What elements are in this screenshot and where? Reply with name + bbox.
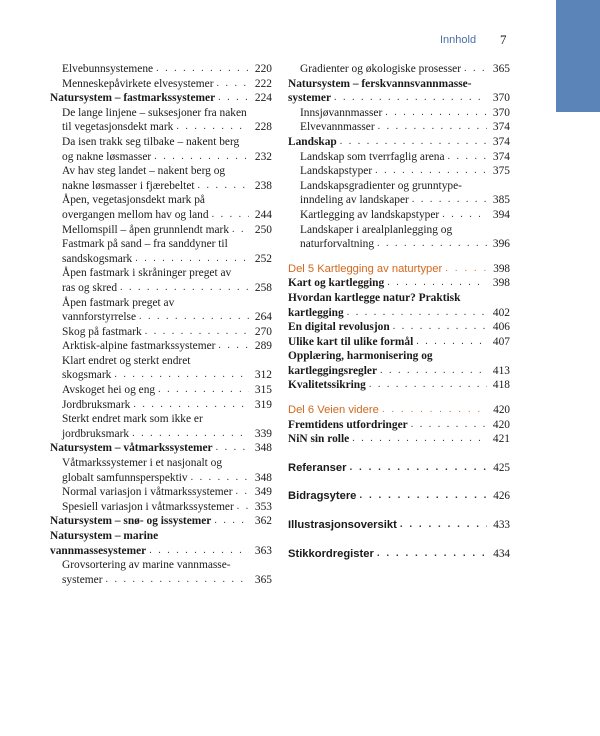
dot-leader [106,573,250,588]
toc-entry-title: Åpen, vegetasjonsdekt mark på [62,194,205,207]
toc-page-number: 244 [254,208,272,221]
toc-entry-title: Avskoget hei og eng [62,384,156,397]
dot-leader [120,281,249,296]
toc-entry[interactable] [288,518,510,533]
toc-entry[interactable] [50,500,272,515]
toc-entry-title: Da isen trakk seg tilbake – nakent berg [62,135,240,148]
toc-entry-title: systemer [62,573,103,586]
toc-entry-title: Innsjøvannmasser [300,106,383,119]
toc-page-number: 420 [492,418,510,431]
toc-entry-title: Klart endret og sterkt endret [62,354,191,367]
dot-leader [217,77,250,92]
dot-leader [352,432,487,447]
dot-leader [156,62,249,77]
toc-entry-title: Grovsortering av marine vannmasse- [62,559,231,572]
dot-leader [237,500,249,515]
dot-leader [198,179,249,194]
toc-entry-title: Landskap som tverrfaglig arena [300,150,445,163]
toc-entry-title: overgangen mellom hav og land [62,208,209,221]
toc-entry[interactable] [288,120,510,135]
toc-page-number: 365 [492,63,510,75]
toc-page-number: 398 [493,262,510,275]
toc-entry[interactable] [50,135,272,164]
dot-leader [448,150,487,165]
toc-page-number: 289 [254,340,272,353]
toc-page-number: 434 [493,547,510,560]
dot-leader [114,368,249,383]
toc-entry[interactable] [288,208,510,223]
toc-page-number: 224 [254,92,272,105]
toc-page-number: 421 [492,433,510,446]
dot-leader [214,514,249,529]
chapter-side-tab [556,0,600,112]
dot-leader [349,461,487,476]
toc-entry-title: inndeling av landskaper [300,194,409,207]
toc-entry-title: vannmassesystemer [50,544,147,557]
toc-entry[interactable] [50,558,272,587]
toc-entry[interactable] [288,320,510,335]
toc-page-number: 353 [254,500,272,513]
toc-entry-title: Mellomspill – åpen grunnlendt mark [62,223,230,236]
dot-leader [218,91,249,106]
toc-entry[interactable] [288,150,510,165]
toc-entry-title: Fastmark på sand – fra sanddyner til [62,238,228,251]
toc-entry[interactable] [50,193,272,222]
toc-entry-title: Stikkordregister [288,547,374,560]
toc-entry[interactable] [288,489,510,504]
toc-entry[interactable] [288,418,510,433]
toc-entry[interactable] [288,291,510,320]
toc-page-number: 385 [492,194,510,207]
dot-leader [133,398,249,413]
dot-leader [218,339,249,354]
toc-entry-title: Bidragsytere [288,490,357,503]
toc-entry-title: vannforstyrrelse [62,311,137,324]
dot-leader [382,403,487,418]
toc-entry-title: globalt samfunnsperspektiv [62,471,188,484]
dot-leader [464,62,487,77]
toc-page-number: 220 [254,63,272,75]
toc-entry-title: NiN sin rolle [288,433,350,446]
toc-entry[interactable] [50,77,272,92]
toc-entry-title: Referanser [288,461,347,474]
dot-leader [385,106,487,121]
toc-entry[interactable] [288,62,510,77]
dot-leader [232,223,249,238]
toc-page-number: 398 [492,277,510,290]
toc-entry-title: Ulike kart til ulike formål [288,335,414,348]
toc-entry-title: og nakne løsmasser [62,150,152,163]
toc-entry[interactable] [50,412,272,441]
toc-page-number: 319 [254,398,272,411]
toc-entry-title: Landskapsgradienter og grunntype- [300,179,462,192]
toc-entry[interactable] [288,262,510,277]
toc-entry-title: Normal variasjon i våtmarkssystemer [62,486,233,499]
toc-entry-title: kartlegging [288,306,344,319]
dot-leader [145,325,249,340]
toc-page-number: 349 [254,486,272,499]
dot-leader [359,489,487,504]
toc-page-number: 402 [492,306,510,319]
toc-page-number: 370 [492,92,510,105]
toc-entry-title: til vegetasjonsdekt mark [62,121,174,134]
toc-entry-title: jordbruksmark [62,427,130,440]
toc-entry-title: Kvalitetssikring [288,379,366,392]
dot-leader [149,544,249,559]
toc-entry[interactable] [288,223,510,252]
toc-entry-title: Natursystem – ferskvannsvannmasse- [288,77,472,90]
toc-page-number: 222 [254,77,272,90]
dot-leader [154,150,249,165]
toc-entry-title: Skog på fastmark [62,325,142,338]
toc-entry[interactable] [50,354,272,383]
toc-entry[interactable] [50,514,272,529]
toc-entry-title: Arktisk-alpine fastmarkssystemer [62,340,216,353]
toc-page-number: 420 [493,404,510,417]
toc-entry[interactable] [50,296,272,325]
dot-leader [375,164,487,179]
dot-leader [347,306,487,321]
dot-leader [445,262,487,277]
toc-entry-title: skogsmark [62,369,112,382]
toc-entry[interactable] [50,529,272,558]
toc-page-number: 250 [254,223,272,236]
toc-page-number: 315 [254,384,272,397]
toc-entry[interactable] [50,62,272,77]
toc-entry-title: Åpen fastmark i skråninger preget av [62,267,232,280]
toc-entry[interactable] [50,383,272,398]
toc-entry[interactable] [288,106,510,121]
toc-page-number: 228 [254,121,272,134]
toc-entry-title: Illustrasjonsoversikt [288,519,397,532]
dot-leader [236,485,250,500]
toc-entry[interactable] [288,403,510,418]
dot-leader [340,135,487,150]
toc-entry[interactable] [288,164,510,179]
toc-entry-title: Opplæring, harmonisering og [288,350,433,363]
toc-page-number: 425 [493,461,510,474]
toc-entry[interactable] [50,164,272,193]
toc-entry[interactable] [50,91,272,106]
toc-entry[interactable] [50,398,272,413]
toc-entry-title: Natursystem – marine [50,530,159,542]
toc-entry-title: kartleggingsregler [288,364,377,377]
toc-entry-title: Del 6 Veien videre [288,404,379,417]
dot-leader [176,120,249,135]
toc-entry-title: Sterkt endret mark som ikke er [62,413,203,426]
toc-entry-title: Elvebunnsystemene [62,63,154,75]
toc-entry-title: Hvordan kartlegge natur? Praktisk [288,291,461,304]
toc-entry[interactable] [50,339,272,354]
toc-entry-title: Av hav steg landet – nakent berg og [62,165,226,178]
toc-page-number: 396 [492,238,510,251]
toc-page-number: 426 [493,490,510,503]
toc-entry-title: Menneskepåvirkete elvesystemer [62,77,214,90]
toc-page-number: 413 [492,364,510,377]
toc-entry[interactable] [288,547,510,562]
dot-leader [191,471,249,486]
toc-page-number: 238 [254,179,272,192]
toc-entry[interactable] [288,461,510,476]
toc-right-column [288,62,510,561]
toc-entry[interactable] [288,432,510,447]
toc-entry[interactable] [288,349,510,378]
toc-entry-title: systemer [288,92,332,105]
toc-page-number: 363 [254,544,272,557]
toc-entry-title: Jordbruksmark [62,398,131,411]
dot-leader [158,383,249,398]
toc-entry-title: Gradienter og økologiske prosesser [300,63,462,75]
toc-entry[interactable] [50,266,272,295]
toc-entry[interactable] [288,77,510,106]
toc-entry-title: Kart og kartlegging [288,277,385,290]
toc-entry-title: Landskaper i arealplanlegging og [300,223,453,236]
toc-entry[interactable] [50,485,272,500]
toc-entry-title: De lange linjene – suksesjoner fra naken [62,106,247,119]
dot-leader [400,518,487,533]
toc-page-number: 370 [492,106,510,119]
dot-leader [139,310,249,325]
toc-page-number: 312 [254,369,272,382]
toc-page-number: 365 [254,573,272,586]
toc-page-number: 374 [492,135,510,148]
dot-leader [216,441,249,456]
toc-entry-title: Landskapstyper [300,165,373,178]
toc-page-number: 258 [254,281,272,294]
toc-entry-title: En digital revolusjon [288,321,390,334]
dot-leader [132,427,249,442]
toc-page-number: 394 [492,208,510,221]
toc-entry[interactable] [288,335,510,350]
dot-leader [378,120,487,135]
toc-page-number: 362 [254,515,272,528]
toc-page-number: 270 [254,325,272,338]
toc-entry[interactable] [50,237,272,266]
toc-page-number: 252 [254,252,272,265]
toc-page-number: 407 [492,335,510,348]
toc-page-number: 418 [492,379,510,392]
toc-entry-title: Fremtidens utfordringer [288,418,408,431]
toc-entry-title: Spesiell variasjon i våtmarkssystemer [62,500,234,513]
dot-leader [212,208,249,223]
dot-leader [334,91,487,106]
running-head: Innhold [440,34,477,46]
toc-entry-title: nakne løsmasser i fjærebeltet [62,179,195,192]
toc-entry[interactable] [288,179,510,208]
dot-leader [369,378,487,393]
dot-leader [393,320,487,335]
dot-leader [380,364,487,379]
toc-entry[interactable] [288,378,510,393]
toc-entry-title: sandskogsmark [62,252,133,265]
dot-leader [411,418,487,433]
toc-entry-title: Del 5 Kartlegging av naturtyper [288,262,443,275]
toc-entry-title: Natursystem – våtmarkssystemer [50,442,213,455]
toc-left-column [50,62,272,587]
page-number: 7 [500,32,507,47]
toc-entry[interactable] [50,106,272,135]
dot-leader [377,237,487,252]
toc-entry-title: Natursystem – fastmarkssystemer [50,92,216,105]
toc-entry-title: Landskap [288,135,337,148]
toc-entry[interactable] [50,456,272,485]
toc-page-number: 348 [254,442,272,455]
toc-page-number: 264 [254,311,272,324]
toc-entry-title: Elvevannmasser [300,121,375,134]
toc-entry-title: Natursystem – snø- og issystemer [50,515,212,528]
toc-page-number: 348 [254,471,272,484]
toc-entry[interactable] [288,276,510,291]
toc-entry[interactable] [288,135,510,150]
dot-leader [416,335,487,350]
dot-leader [135,252,249,267]
toc-entry[interactable] [50,441,272,456]
dot-leader [442,208,487,223]
toc-entry-title: ras og skred [62,281,118,294]
toc-page-number: 374 [492,121,510,134]
dot-leader [377,547,487,562]
toc-entry-title: naturforvaltning [300,238,375,251]
toc-entry-title: Våtmarkssystemer i et nasjonalt og [62,457,223,470]
dot-leader [387,276,487,291]
toc-page-number: 406 [492,321,510,334]
toc-entry[interactable] [50,223,272,238]
toc-page-number: 374 [492,150,510,163]
toc-entry-title: Åpen fastmark preget av [62,296,175,309]
toc-page-number: 433 [493,519,510,532]
toc-page-number: 339 [254,427,272,440]
toc-entry-title: Kartlegging av landskapstyper [300,208,440,221]
toc-page-number: 375 [492,165,510,178]
toc-entry[interactable] [50,325,272,340]
toc-page-number: 232 [254,150,272,163]
dot-leader [412,193,487,208]
